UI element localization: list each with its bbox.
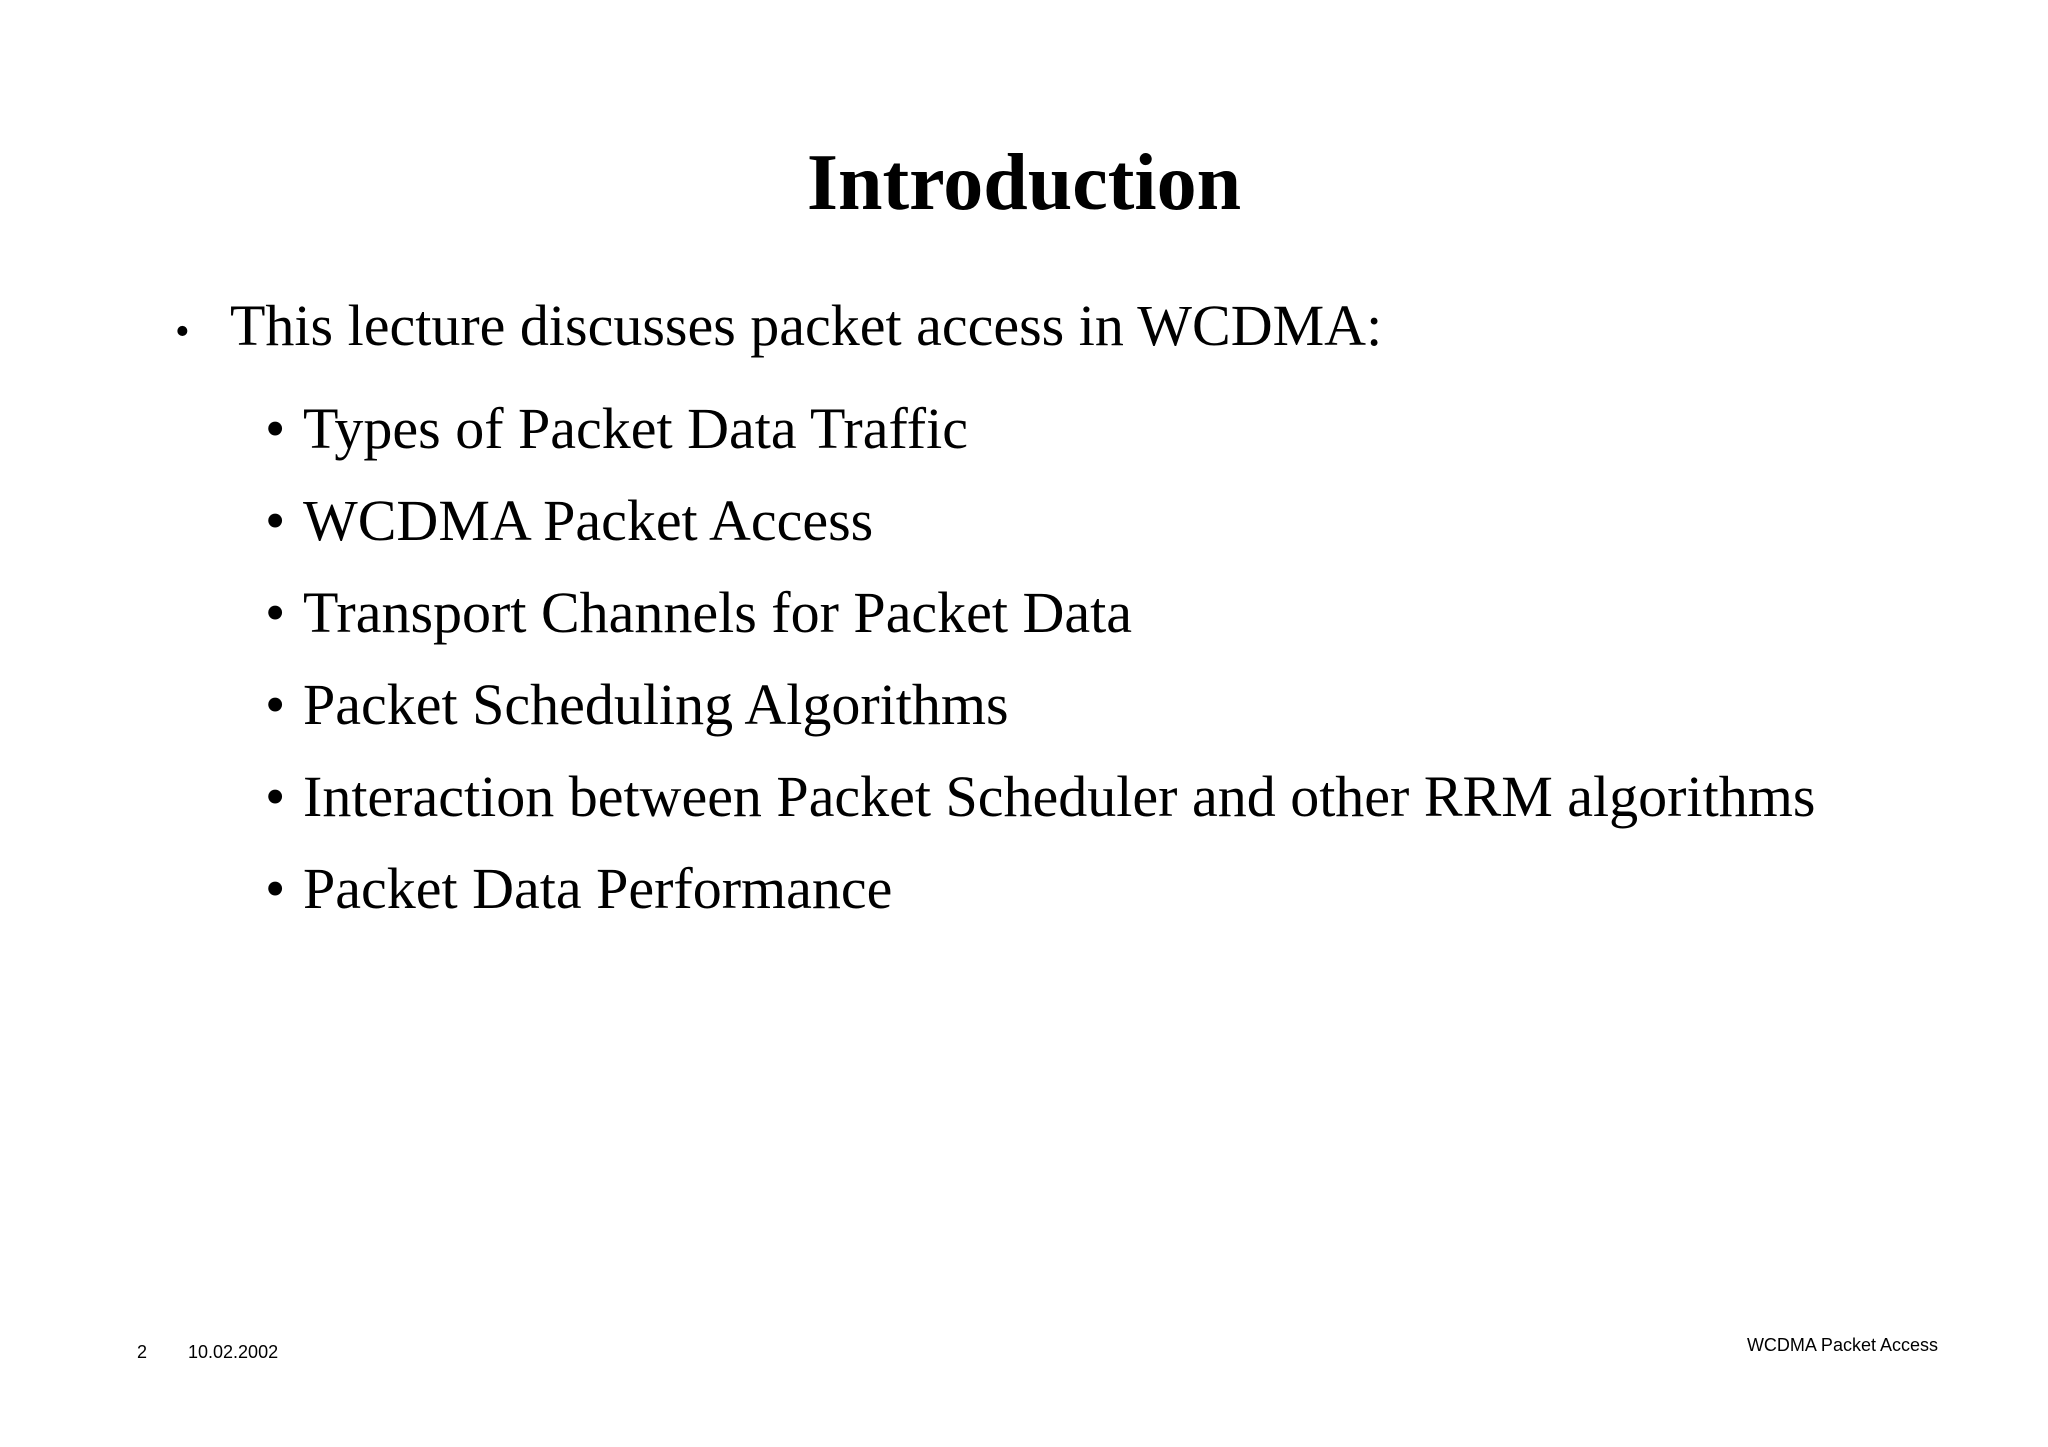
bullet-marker: • bbox=[265, 856, 286, 921]
list-item-text: Types of Packet Data Traffic bbox=[303, 396, 968, 461]
list-item-text: Transport Channels for Packet Data bbox=[303, 580, 1133, 645]
list-item-text: WCDMA Packet Access bbox=[303, 488, 874, 553]
bullet-marker: • bbox=[265, 764, 286, 829]
list-item-text: Interaction between Packet Scheduler and other RRM algorithms bbox=[303, 764, 1816, 829]
sub-bullet-list bbox=[265, 383, 1815, 935]
presentation-title: WCDMA Packet Access bbox=[1746, 1335, 1938, 1355]
slide-date: 10.02.2002 bbox=[188, 1342, 279, 1362]
slide-title: Introduction bbox=[806, 139, 1242, 227]
list-item-text: Packet Scheduling Algorithms bbox=[303, 672, 1009, 737]
bullet-marker: • bbox=[265, 396, 286, 461]
list-item bbox=[265, 843, 1815, 935]
list-item bbox=[265, 567, 1815, 659]
list-item-text: Packet Data Performance bbox=[303, 856, 893, 921]
main-bullet-text: This lecture discusses packet access in WCDMA: bbox=[230, 293, 1383, 358]
bullet-marker: • bbox=[265, 672, 286, 737]
list-item bbox=[265, 659, 1815, 751]
list-item bbox=[265, 751, 1815, 843]
main-bullet bbox=[175, 290, 1382, 368]
bullet-marker: • bbox=[265, 488, 286, 553]
list-item bbox=[265, 383, 1815, 475]
list-item bbox=[265, 475, 1815, 567]
bullet-marker: • bbox=[175, 309, 190, 355]
page-number: 2 bbox=[137, 1342, 148, 1362]
bullet-marker: • bbox=[265, 580, 286, 645]
